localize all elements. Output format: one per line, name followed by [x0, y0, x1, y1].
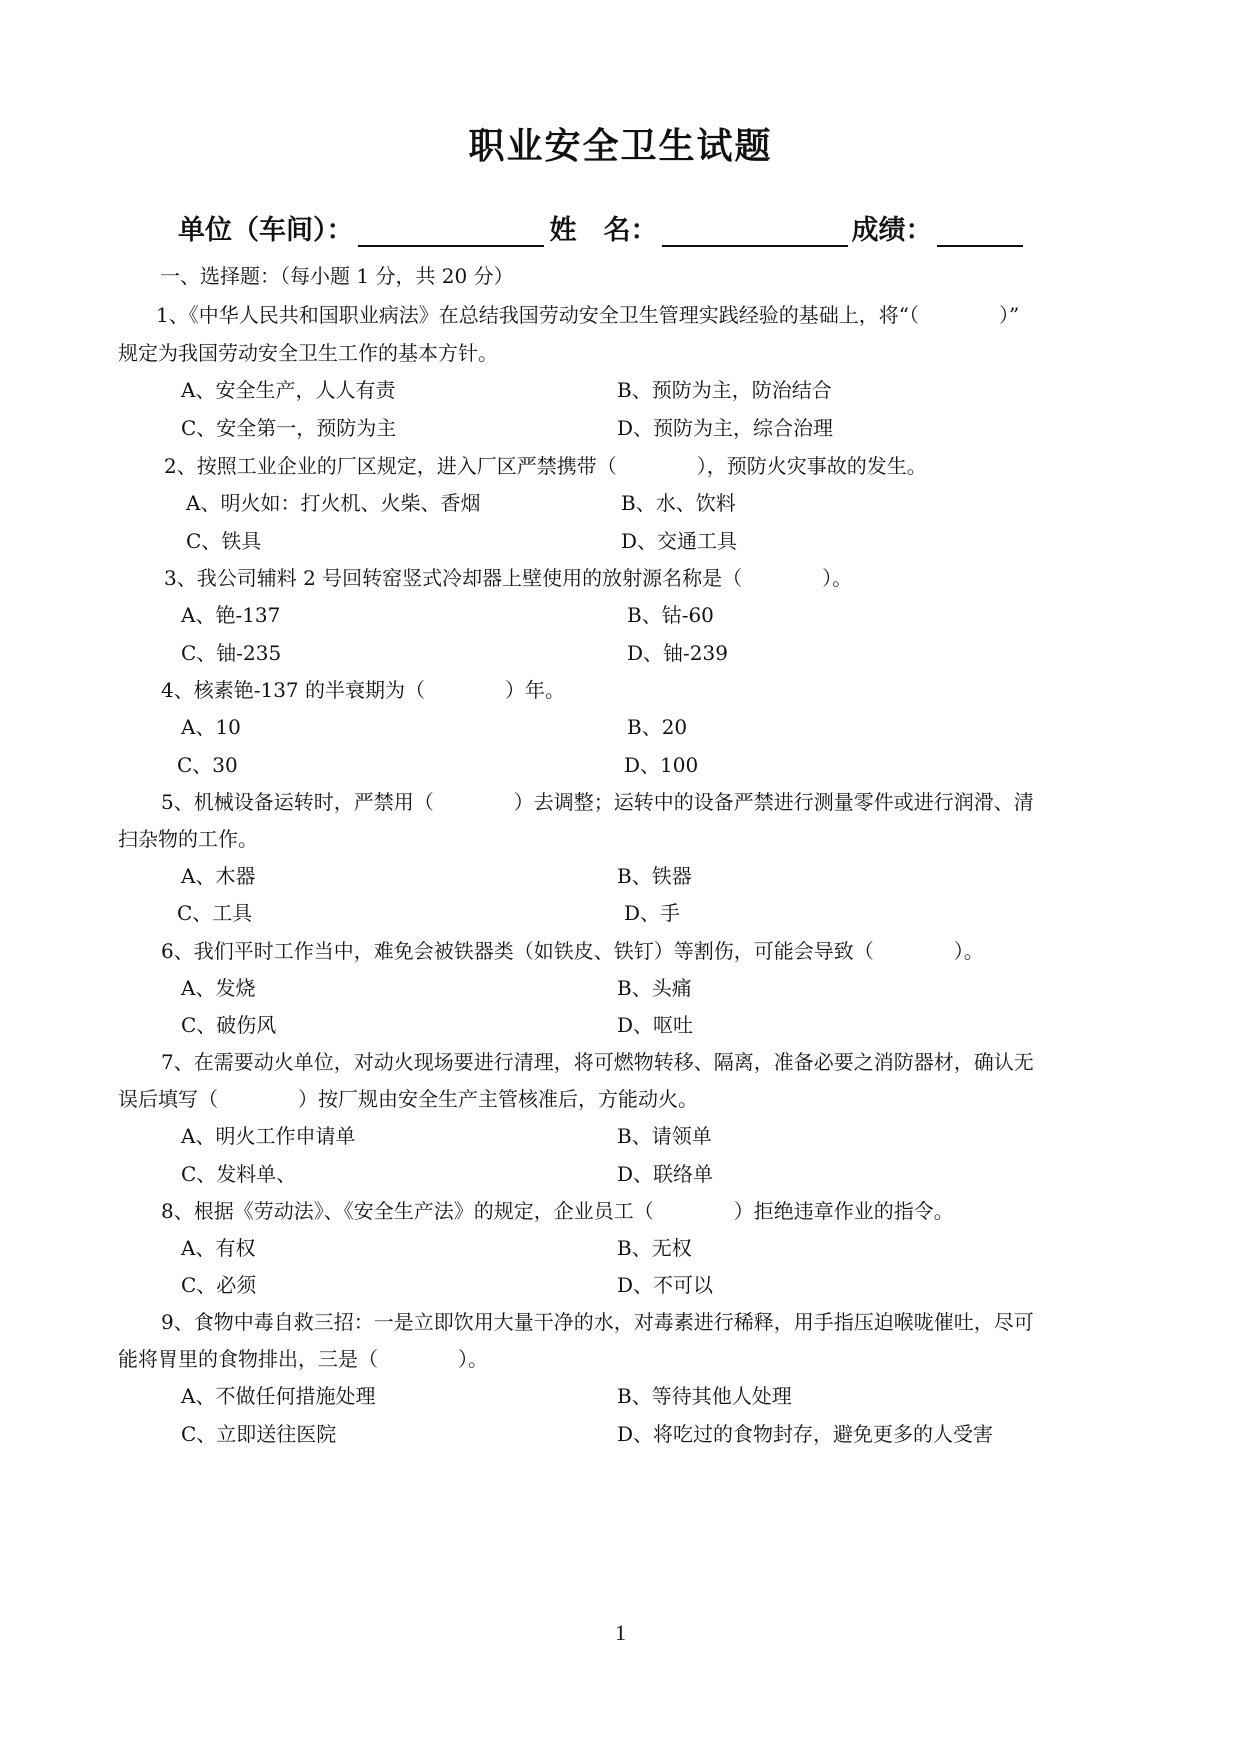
question-8-option-a: A、有权	[181, 1236, 256, 1260]
question-6-option-b: B、头痛	[617, 976, 692, 1000]
question-8-line-1: 8、根据《劳动法》、《安全生产法》的规定，企业员工（ ）拒绝违章作业的指令。	[161, 1199, 954, 1223]
question-5-option-b: B、铁器	[617, 864, 692, 888]
question-3-line-1: 3、我公司辅料 2 号回转窑竖式冷却器上壁使用的放射源名称是（ ）。	[164, 566, 853, 590]
question-3-option-c: C、铀-235	[181, 641, 282, 665]
question-5-line-1: 5、机械设备运转时，严禁用（ ）去调整；运转中的设备严禁进行测量零件或进行润滑、清	[161, 790, 1034, 814]
section-heading: 一、选择题：（每小题 1 分，共 20 分）	[160, 264, 514, 288]
question-9-option-d: D、将吃过的食物封存，避免更多的人受害	[617, 1422, 994, 1446]
question-6-line-1: 6、我们平时工作当中，难免会被铁器类（如铁皮、铁钉）等割伤，可能会导致（ ）。	[161, 939, 984, 963]
question-4-option-b: B、20	[627, 715, 688, 739]
exam-header	[178, 208, 1023, 247]
question-7-line-2: 误后填写（ ）按厂规由安全生产主管核准后，方能动火。	[118, 1087, 698, 1111]
question-7-option-c: C、发料单、	[181, 1162, 297, 1186]
question-9-option-b: B、等待其他人处理	[617, 1384, 792, 1408]
question-3-option-a: A、铯-137	[181, 603, 281, 627]
question-5-option-d: D、手	[624, 901, 681, 925]
question-8-option-b: B、无权	[617, 1236, 692, 1260]
question-4-line-1: 4、核素铯-137 的半衰期为（ ）年。	[161, 678, 566, 702]
name-blank[interactable]	[662, 217, 848, 247]
page-number: 1	[615, 1620, 626, 1645]
question-8-option-c: C、必须	[181, 1273, 257, 1297]
question-7-line-1: 7、在需要动火单位，对动火现场要进行清理，将可燃物转移、隔离，准备必要之消防器材，确认无	[161, 1050, 1034, 1074]
question-4-option-c: C、30	[177, 753, 238, 777]
name-label: 姓 名：	[549, 215, 658, 246]
question-4-option-a: A、10	[181, 715, 241, 739]
question-5-option-a: A、木器	[181, 864, 256, 888]
question-9-line-1: 9、食物中毒自救三招：一是立即饮用大量干净的水，对毒素进行稀释，用手指压迫喉咙催吐，尽可	[161, 1310, 1034, 1334]
question-7-option-b: B、请领单	[617, 1124, 712, 1148]
question-2-option-a: A、明火如：打火机、火柴、香烟	[186, 491, 481, 515]
question-9-option-a: A、不做任何措施处理	[181, 1384, 376, 1408]
question-1-option-c: C、安全第一，预防为主	[181, 416, 397, 440]
score-label: 成绩：	[851, 215, 933, 246]
question-7-option-d: D、联络单	[617, 1162, 714, 1186]
score-blank[interactable]	[937, 217, 1023, 247]
question-9-line-2: 能将胃里的食物排出，三是（ ）。	[118, 1347, 488, 1371]
question-2-option-d: D、交通工具	[621, 529, 738, 553]
question-6-option-a: A、发烧	[181, 976, 256, 1000]
exam-title: 职业安全卫生试题	[468, 126, 773, 167]
question-1-line-2: 规定为我国劳动安全卫生工作的基本方针。	[118, 341, 498, 365]
question-2-option-c: C、铁具	[186, 529, 262, 553]
question-3-option-b: B、钴-60	[627, 603, 714, 627]
question-9-option-c: C、立即送往医院	[181, 1422, 337, 1446]
question-1-line-1: 1、《中华人民共和国职业病法》在总结我国劳动安全卫生管理实践经验的基础上，将“（ ）”	[156, 303, 1020, 327]
question-2-line-1: 2、按照工业企业的厂区规定，进入厂区严禁携带（ ），预防火灾事故的发生。	[164, 454, 927, 478]
question-7-option-a: A、明火工作申请单	[181, 1124, 356, 1148]
unit-blank[interactable]	[358, 217, 544, 247]
question-5-option-c: C、工具	[177, 901, 253, 925]
question-2-option-b: B、水、饮料	[621, 491, 736, 515]
question-1-option-d: D、预防为主，综合治理	[617, 416, 834, 440]
question-1-option-b: B、预防为主，防治结合	[617, 378, 832, 402]
unit-label: 单位（车间）：	[178, 215, 354, 246]
question-6-option-c: C、破伤风	[181, 1013, 277, 1037]
question-4-option-d: D、100	[624, 753, 699, 777]
question-3-option-d: D、铀-239	[627, 641, 728, 665]
question-5-line-2: 扫杂物的工作。	[118, 827, 258, 851]
question-8-option-d: D、不可以	[617, 1273, 714, 1297]
question-1-option-a: A、安全生产，人人有责	[181, 378, 396, 402]
question-6-option-d: D、呕吐	[617, 1013, 694, 1037]
